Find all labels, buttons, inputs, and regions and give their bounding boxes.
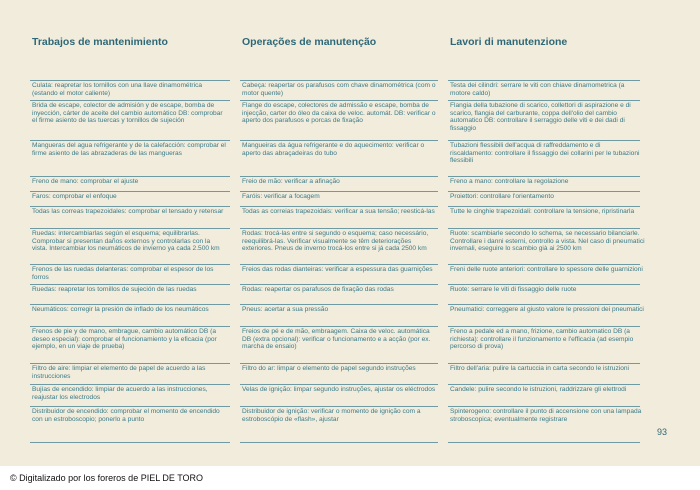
row-divider (240, 406, 438, 407)
cell-it: Tubazioni flessibili dell'acqua di raffreddamento e di riscaldamento: controllare il fissaggio dei collarini per le tubazioni flessibili (450, 142, 640, 165)
row-divider (240, 264, 438, 265)
cell-pt: Freio de mão: verificar a afinação (242, 178, 340, 185)
header-spanish: Trabajos de mantenimiento (32, 36, 168, 48)
cell-es: Frenos de las ruedas delanteras: comprobar el espesor de los forros (32, 266, 214, 281)
row-divider (240, 206, 438, 207)
row-divider (30, 264, 230, 265)
cell-pt: Distribuidor de ignição: verificar o momento de ignição com a estroboscópio de «flash», ajustar (242, 408, 421, 423)
cell-es: Distribuidor de encendido: comprobar el momento de encendido con un estroboscopio; ponerlo a punto (32, 408, 220, 423)
row-divider (240, 384, 438, 385)
row-divider (30, 304, 230, 305)
cell-it: Candele: pulire secondo le istruzioni, raddrizzare gli elettrodi (450, 386, 627, 393)
table-row (0, 176, 700, 191)
row-divider (240, 442, 438, 443)
row-divider (240, 191, 438, 192)
cell-es: Ruedas: reapretar los tornillos de sujeción de las ruedas (32, 286, 197, 293)
row-divider (30, 284, 230, 285)
row-divider (448, 363, 640, 364)
cell-es: Freno de mano: comprobar el ajuste (32, 178, 139, 185)
cell-pt: Pneus: acertar a sua pressão (242, 306, 329, 313)
cell-it: Freno a pedale ed a mano, frizione, cambio automatico DB (a richiesta): controllare il funzionamento e l'efficacia (ad esempio percorso di prova) (450, 328, 634, 351)
cell-es: Culata: reapretar los tornillos con una llave dinamométrica (estando el motor caliente) (32, 82, 203, 97)
row-divider (30, 326, 230, 327)
cell-it: Ruote: serrare le viti di fissaggio delle ruote (450, 286, 577, 293)
cell-pt: Faróis: verificar a focagem (242, 193, 320, 200)
cell-it: Pneumatici: correggere al giusto valore le pressioni dei pneumatici (450, 306, 644, 313)
cell-pt: Flange do escape, colectores de admissão e escape, bomba de injecção, carter do óleo da caixa de veloc. automát. DB: verificar o aperto dos parafusos e porcas de fixação (242, 102, 436, 125)
row-divider (240, 363, 438, 364)
cell-es: Todas las correas trapezoidales: comprobar el tensado y retensar (32, 208, 224, 215)
row-divider (448, 100, 640, 101)
cell-es: Filtro de aire: limpiar el elemento de papel de acuerdo a las instrucciones (32, 365, 206, 380)
table-row (0, 191, 700, 206)
cell-it: Filtro dell'aria: pulire la cartuccia in carta secondo le istruzioni (450, 365, 630, 372)
row-divider (448, 406, 640, 407)
table-row (0, 228, 700, 264)
cell-pt: Todas as correias trapezoidais: verificar a sua tensão; reesticá-las (242, 208, 435, 215)
row-divider (240, 80, 438, 81)
row-divider (30, 176, 230, 177)
cell-pt: Freios de pé e de mão, embraagem. Caixa de veloc. automática DB (extra opcional): verificar o funcionamento e a acção (por ex. marcha de ensaio) (242, 328, 431, 351)
row-divider (240, 176, 438, 177)
table-row (0, 384, 700, 406)
cell-pt: Mangueiras da água refrigerante e do aquecimento: verificar o aperto das abraçadeiras do tubo (242, 142, 425, 157)
header-portuguese: Operações de manutenção (242, 36, 377, 48)
table-row (0, 284, 700, 304)
page-number: 93 (657, 427, 668, 437)
row-divider (448, 176, 640, 177)
cell-pt: Freios das rodas dianteiras: verificar a espessura das guarnições (242, 266, 433, 273)
cell-pt: Rodas: reapertar os parafusos de fixação das rodas (242, 286, 394, 293)
table-row (0, 326, 700, 363)
row-divider (30, 228, 230, 229)
cell-es: Brida de escape, colector de admisión y de escape, bomba de inyección, cárter de aceite del cambio automático DB: comprobar el firme asiento de las tuercas y tornillos de sujeción (32, 102, 223, 125)
row-divider (30, 442, 230, 443)
row-divider (448, 264, 640, 265)
row-divider (30, 363, 230, 364)
cell-es: Faros: comprobar el enfoque (32, 193, 117, 200)
row-divider (448, 304, 640, 305)
table-row (0, 206, 700, 228)
cell-it: Testa dei cilindri: serrare le viti con chiave dinamometrica (a motore caldo) (450, 82, 625, 97)
cell-it: Freni delle ruote anteriori: controllare lo spessore delle guarnizioni (450, 266, 643, 273)
cell-it: Ruote: scambiarle secondo lo schema, se necessario bilanciarle. Controllare i danni esterni, controllo a vista. Nel caso di pneumatici invernali, eseguire lo scambio già ai 2500 km (450, 230, 645, 253)
table-row (0, 140, 700, 176)
cell-pt: Velas de ignição: limpar segundo instruções, ajustar os eléctrodos (242, 386, 436, 393)
cell-es: Neumáticos: corregir la presión de inflado de los neumáticos (32, 306, 209, 313)
cell-pt: Rodas: trocá-las entre si segundo o esquema; caso necessário, reequilibrá-las. Verificar visualmente se têm deteriorações exteriores. Pneus de inverno trocá-los entre si já cada 2500 km (242, 230, 429, 253)
row-divider (30, 206, 230, 207)
cell-it: Proiettori: controllare l'orientamento (450, 193, 554, 200)
row-divider (30, 80, 230, 81)
row-divider (448, 140, 640, 141)
table-row (0, 264, 700, 284)
row-divider (30, 406, 230, 407)
table-row (0, 80, 700, 100)
cell-pt: Filtro do ar: limpar o elemento de papel segundo instruções (242, 365, 416, 372)
cell-it: Tutte le cinghie trapezoidali: controllare la tensione, ripristinarla (450, 208, 635, 215)
row-divider (30, 140, 230, 141)
row-divider (240, 304, 438, 305)
cell-it: Flangia della tubazione di scarico, collettori di aspirazione e di scarico, flangia del carburante, coppa dell'olio del cambio automatico DB: controllare il serraggio delle viti e dei dadi di fissaggio (450, 102, 631, 132)
row-divider (448, 80, 640, 81)
header-italian: Lavori di manutenzione (450, 36, 568, 48)
row-divider (448, 228, 640, 229)
cell-pt: Cabeça: reapertar os parafusos com chave dinamométrica (com o motor quente) (242, 82, 436, 97)
scan-credit: © Digitalizado por los foreros de PIEL DE TORO (0, 466, 700, 490)
row-divider (30, 384, 230, 385)
cell-es: Mangueras del agua refrigerante y de la calefacción: comprobar el firme asiento de las abrazaderas de las mangueras (32, 142, 226, 157)
row-divider (240, 228, 438, 229)
table-row (0, 100, 700, 140)
row-divider (448, 326, 640, 327)
row-divider (30, 100, 230, 101)
cell-es: Bujías de encendido: limpiar de acuerdo a las instrucciones, reajustar los electrodos (32, 386, 208, 401)
cell-it: Spinterogeno: controllare il punto di accensione con una lampada stroboscopica; eventualmente registrare (450, 408, 642, 423)
table-row (0, 363, 700, 384)
cell-es: Frenos de pie y de mano, embrague, cambio automático DB (a deseo especial): comprobar el funcionamiento y la eficacia (por ejemplo, en un viaje de prueba) (32, 328, 217, 351)
row-divider (448, 384, 640, 385)
cell-it: Freno a mano: controllare la regolazione (450, 178, 569, 185)
row-divider (240, 100, 438, 101)
table-row (0, 304, 700, 326)
row-divider (448, 206, 640, 207)
row-divider (240, 284, 438, 285)
row-divider (240, 326, 438, 327)
table-row (0, 406, 700, 440)
row-divider (448, 191, 640, 192)
cell-es: Ruedas: intercambiarlas según el esquema; equilibrarlas. Comprobar si presentan daños externos y controlarlas con la vista. Intercambiar los neumáticos de invierno ya cada 2.500 km (32, 230, 220, 253)
row-divider (448, 442, 640, 443)
row-divider (30, 191, 230, 192)
row-divider (240, 140, 438, 141)
row-divider (448, 284, 640, 285)
